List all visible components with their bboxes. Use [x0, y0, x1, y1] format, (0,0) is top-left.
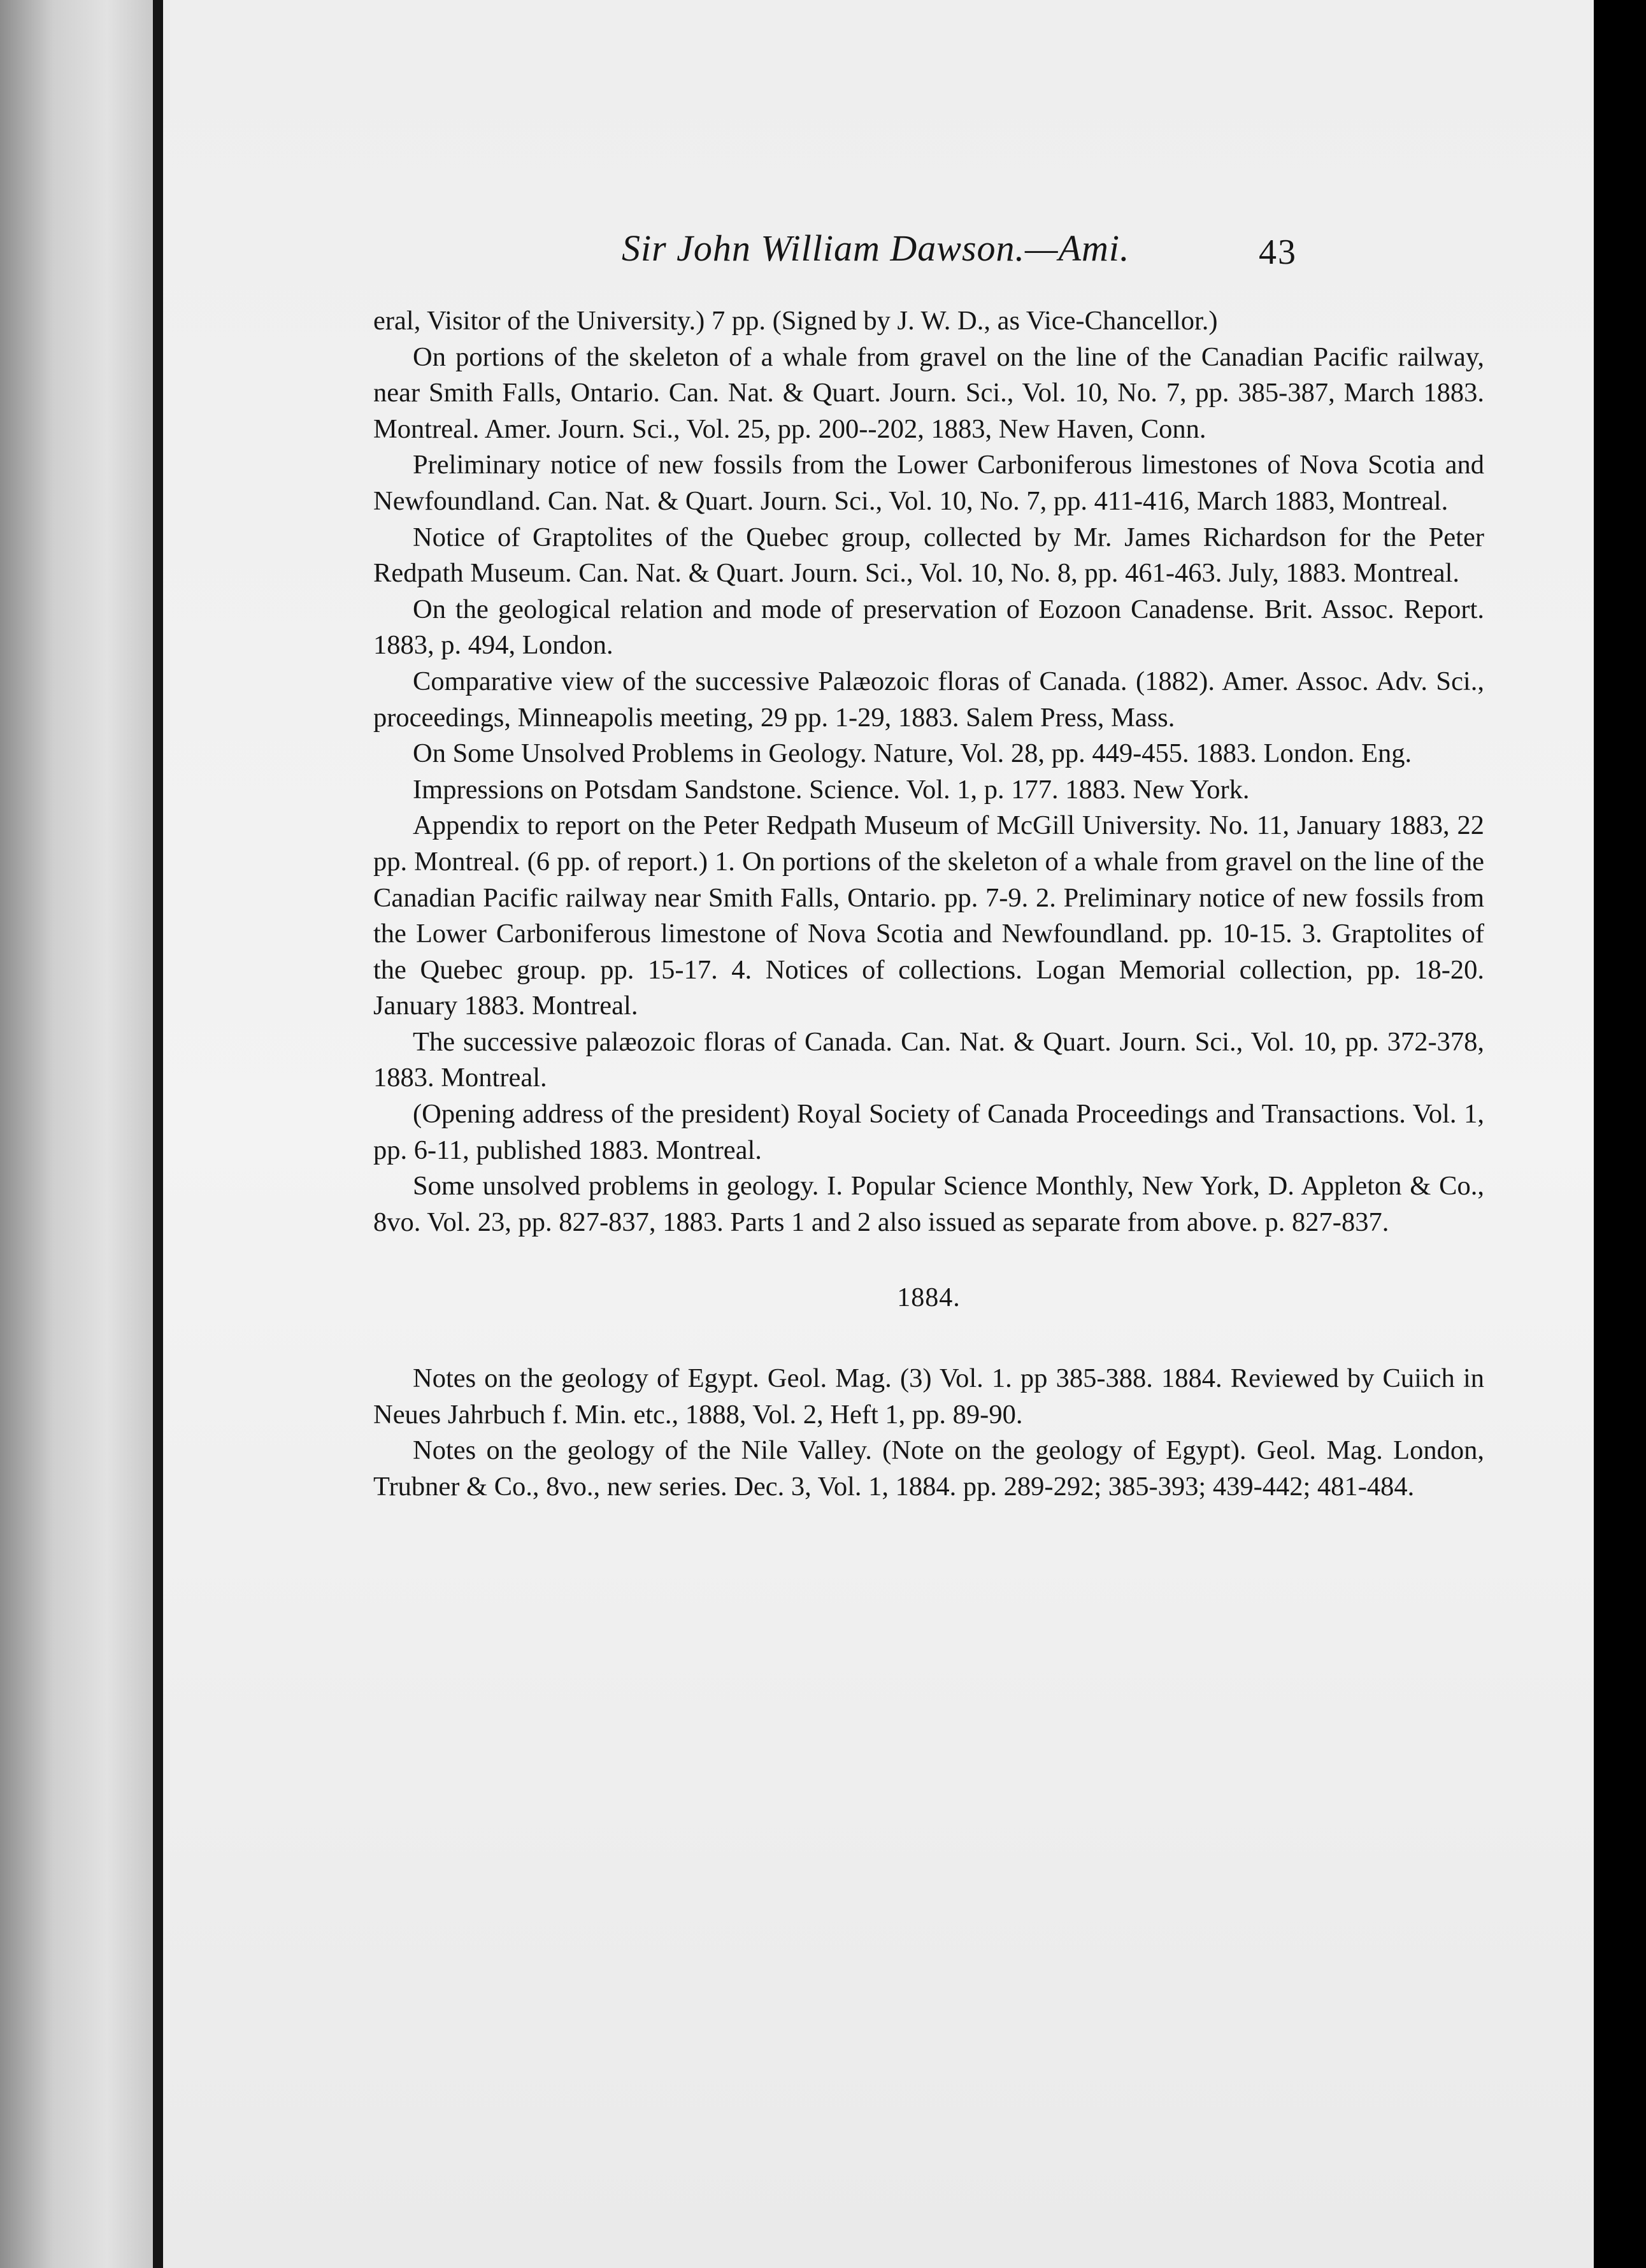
bibliography-entry: Comparative view of the successive Palæozoic floras of Canada. (1882). Amer. Assoc. Adv. Sci., proceedings, Minneapolis meeting, 29 pp. 1-29, 1883. Salem Press, Mass. [373, 666, 1484, 733]
bibliography-text [373, 303, 1484, 1505]
bibliography-entry: Preliminary notice of new fossils from the Lower Carboniferous limestones of Nova Scotia and Newfoundland. Can. Nat. & Quart. Journ. Sci., Vol. 10, No. 7, pp. 411-416, March 1883, Montreal. [373, 450, 1484, 516]
bibliography-entry: On Some Unsolved Problems in Geology. Nature, Vol. 28, pp. 449-455. 1883. London. Eng. [413, 738, 1412, 769]
bibliography-entry: On portions of the skeleton of a whale from gravel on the line of the Canadian Pacific railway, near Smith Falls, Ontario. Can. Nat. & Quart. Journ. Sci., Vol. 10, No. 7, pp. 385-387, March 1883. Montreal. Amer. Journ. Sci., Vol. 25, pp. 200--202, 1883, New Haven, Conn. [373, 341, 1484, 444]
bibliography-entry: Some unsolved problems in geology. I. Popular Science Monthly, New York, D. Appleton & Co., 8vo. Vol. 23, pp. 827-837, 1883. Parts 1 and 2 also issued as separate from above. p. 827-837. [373, 1171, 1484, 1237]
bibliography-entry: Impressions on Potsdam Sandstone. Science. Vol. 1, p. 177. 1883. New York. [413, 774, 1250, 805]
bibliography-entry: eral, Visitor of the University.) 7 pp. (Signed by J. W. D., as Vice-Chancellor.) [373, 306, 1218, 336]
bibliography-entry: (Opening address of the president) Royal Society of Canada Proceedings and Transactions. Vol. 1, pp. 6-11, published 1883. Montreal. [373, 1099, 1484, 1165]
page-number: 43 [1259, 233, 1297, 272]
bibliography-entry: The successive palæozoic floras of Canada. Can. Nat. & Quart. Journ. Sci., Vol. 10, pp. 372-378, 1883. Montreal. [373, 1026, 1484, 1093]
book-page [163, 0, 1594, 2268]
running-head: Sir John William Dawson.—Ami. [622, 227, 1130, 269]
page-header [163, 227, 1594, 278]
book-gutter [153, 0, 163, 2268]
adjacent-page-edge [0, 0, 153, 2268]
bibliography-entry: Notice of Graptolites of the Quebec group, collected by Mr. James Richardson for the Peter Redpath Museum. Can. Nat. & Quart. Journ. Sci., Vol. 10, No. 8, pp. 461-463. July, 1883. Montreal. [373, 522, 1484, 589]
bibliography-entry: Notes on the geology of the Nile Valley. (Note on the geology of Egypt). Geol. Mag. London, Trubner & Co., 8vo., new series. Dec. 3, Vol. 1, 1884. pp. 289-292; 385-393; 439-442; 481-484. [373, 1435, 1484, 1502]
bibliography-entry: Appendix to report on the Peter Redpath Museum of McGill University. No. 11, January 1883, 22 pp. Montreal. (6 pp. of report.) 1. On portions of the skeleton of a whale from gravel on the line of the Canadian Pacific railway near Smith Falls, Ontario. pp. 7-9. 2. Preliminary notice of new fossils from the Lower Carboniferous limestone of Nova Scotia and Newfoundland. pp. 10-15. 3. Graptolites of the Quebec group. pp. 15-17. 4. Notices of collections. Logan Memorial collection, pp. 18-20. January 1883. Montreal. [373, 810, 1484, 1021]
year-heading: 1884. [897, 1283, 961, 1313]
bibliography-entry: Notes on the geology of Egypt. Geol. Mag. (3) Vol. 1. pp 385-388. 1884. Reviewed by Cuiich in Neues Jahrbuch f. Min. etc., 1888, Vol. 2, Heft 1, pp. 89-90. [373, 1363, 1484, 1430]
bibliography-entry: On the geological relation and mode of preservation of Eozoon Canadense. Brit. Assoc. Report. 1883, p. 494, London. [373, 594, 1484, 661]
